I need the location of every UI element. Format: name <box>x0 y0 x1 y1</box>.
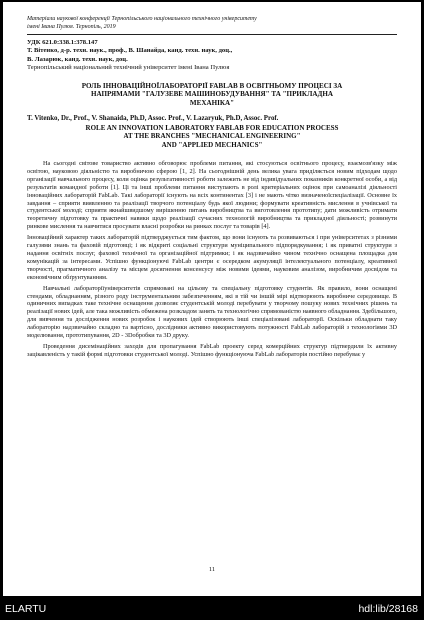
article-metadata <box>27 39 397 73</box>
authors-ua-line-2: В. Лазарюк, канд. техн. наук, доц. <box>27 55 128 63</box>
title-ua-line-3: МЕХАНІКА" <box>189 98 235 107</box>
authors-en: T. Vitenko, Dr., Prof., V. Shanaida, Ph.D, Assoc. Prof., V. Lazaryuk, Ph.D, Assoc. Prof. <box>27 115 279 123</box>
document-page <box>3 2 421 596</box>
affiliation: Тернопільський національний технічний університет імені Івана Пулюя <box>27 64 230 72</box>
title-en-line-1: ROLE AN INNOVATION LABORATORY FABLAB FOR EDUCATION PROCESS <box>85 123 339 132</box>
conference-header <box>27 16 397 31</box>
paragraph-2: Інноваційний характер таких лабораторій підтверджується тим фактом, що вони існують та розвиваються і при університетах з різними галузями знань та фаховій підготовці; і як відкриті соціальні структури муніципального підпорядкування; і як приватні структури з надання освітніх послуг, фахової технічної та організаційної підтримки; і як надзвичайно чином технічно оснащена площадка для комунікацій за інтересами. Успішно функціонуючі FabLab центри є осередком акумуляції інтелектуального потенціалу, креативної творчості, прагматичного аналізу та місцем досягнення консенсусу між новими ідеями, науковим аналізом, виробничим досвідом та економічним обґрунтуванням. <box>27 234 397 281</box>
header-rule <box>27 34 397 35</box>
title-en-line-3: AND "APPLIED MECHANICS" <box>161 140 263 149</box>
repository-name: ELARTU <box>5 603 47 615</box>
repository-footer <box>0 600 424 620</box>
title-en-line-2: AT THE BRANCHES "MECHANICAL ENGINEERING" <box>123 132 301 141</box>
paragraph-4: Проведення дисемінаційних заходів для пропагування FabLab проекту серед комерційних структур підтвердили їх активну зацікавленість у такій формі підготовки студентської молоді. Успішно функціонуюча FabLab лабораторія постійно перебуває у <box>27 342 397 358</box>
page-content <box>27 10 397 362</box>
article-title-ua <box>27 82 397 108</box>
title-ua-line-2: НАПРЯМАМИ "ГАЛУЗЕВЕ МАШИНОБУДУВАННЯ" ТА "ПРИКЛАДНА <box>91 90 333 99</box>
header-line-1: Матеріали наукової конференції Тернопільського національного технічного університету <box>27 16 257 22</box>
paragraph-3: Навчальні лабораторіїуніверситетів спрямовані на цільову та спеціальну підготовку студентів. Як правило, вони оснащені стендами, обладнанням, різного роду інструментальним забезпеченням, які в тій чи іншій мірі відтворюють виробниче середовище. В одиничних випадках таке технічне оснащення дозволяє студентській молоді перебувати у творчому пошуку нових технічних рішень та реалізації нових ідей, але така можливість обмежена розкладом занять та технологічно спрямованістю наявного обладнання. Здебільшого, для вивчення та дослідження нових розробок і наукових ідей створюють інші спеціалізовані лабораторії. Оскільки обладнати таку лабораторію надзвичайно складно та вартісно, дослідники активно використовують потужності FabLab лабораторій з технологіями 3D моделювання, прототипування, 2D - 3Dобробки та 3D друку. <box>27 284 397 340</box>
udc-code: УДК 621.0:338.1:378.147 <box>27 39 98 46</box>
handle-link[interactable]: hdl:lib/28168 <box>358 603 418 615</box>
authors-ua-line-1: Т. Вітенко, д-р. техн. наук., проф., В. Шанайда, канд. техн. наук, доц., <box>27 47 233 55</box>
article-title-en <box>27 124 397 149</box>
header-line-2: імені Івана Пулюя. Тернопіль, 2019 <box>27 23 116 30</box>
page-number: 11 <box>208 566 216 573</box>
title-ua-line-1: РОЛЬ ІННОВАЦІЙНОЇЛАБОРАТОРІЇ FABLAB В ОСВІТНЬОМУ ПРОЦЕСІ ЗА <box>81 81 343 90</box>
article-body <box>27 160 397 359</box>
paragraph-1: На сьогодні світове товариство активно обговорює проблеми питання, які стосуються освітнього процесу, взаємозв'язку між освітою, науковою діяльністю та виробничою сферою [1, 2]. На сьогоднішній день велика увага приділяється новим підходам щодо організації навчального процесу, коли оцінка результативності роботи залежить не від індивідуальних показників конкретної особи, а від результатів командної роботи [1]. Ці та інші проблеми питання виступають в ролі критеріальних оцінок при самоаналізі діяльності інноваційних лабораторій FabLab. Такі лабораторії існують на всіх континентах [3] і не мають чітко визначеноїспеціалізації. Основне їх завдання – сприяти виявленню та реалізації творчого потенціалу будь якої людини; формувати креативність мислення в учнівської та студентської молоді; сприяти якнайшвидшому вирішенню питань виробництва та виготовлення прототипу; дати можливість отримати теоретичну підготовку та практичні навики щодо реалізації сучасних технологій виробництва та прикладної діяльності; розвинути ринкове мислення та навчитися просувати власні розробки на ринках послуг та товарів [4]. <box>27 160 397 231</box>
